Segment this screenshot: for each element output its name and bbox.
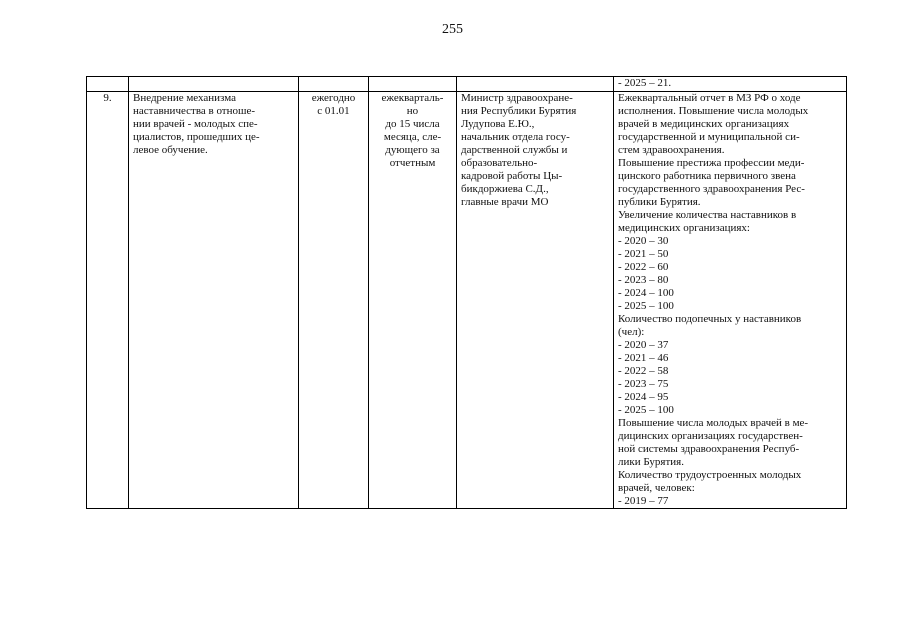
start-date-line: ежегодно (311, 92, 356, 104)
prev-measure-cell (129, 77, 299, 92)
deadline-cell (369, 92, 457, 509)
result-line: - 2024 – 95 (618, 391, 669, 403)
result-line: врачей, человек: (618, 482, 695, 494)
result-line: исполнения. Повышение числа молодых (618, 105, 809, 117)
responsible-line: главные врачи МО (461, 196, 549, 208)
responsible-line: Министр здравоохране- (461, 92, 573, 104)
prev-deadline-cell (369, 77, 457, 92)
result-line: Увеличение количества наставников в (618, 209, 797, 221)
prev-responsible-cell (457, 77, 614, 92)
deadline-line: дующего за (385, 144, 440, 156)
result-line: Количество трудоустроенных молодых (618, 469, 802, 481)
start-date-line: с 01.01 (317, 105, 350, 117)
table-row (87, 92, 847, 509)
measure-line: нии врачей - молодых спе- (133, 118, 258, 130)
measure-line: Внедрение механизма (133, 92, 237, 104)
measure-line: наставничества в отноше- (133, 105, 256, 117)
result-line: - 2025 – 100 (618, 404, 674, 416)
result-line: - 2019 – 77 (618, 495, 669, 507)
page-number: 255 (442, 22, 463, 37)
row-number-cell (87, 92, 129, 509)
start-date-cell (299, 92, 369, 509)
result-line: - 2020 – 30 (618, 235, 669, 247)
responsible-cell (457, 92, 614, 509)
deadline-line: отчетным (389, 157, 436, 169)
deadline-line: ежекварталь- (381, 92, 444, 104)
deadline-line: месяца, сле- (383, 131, 442, 143)
result-line: - 2021 – 46 (618, 352, 669, 364)
result-line: - 2025 – 100 (618, 300, 674, 312)
result-line: Количество подопечных у наставников (618, 313, 802, 325)
result-line: Повышение числа молодых врачей в ме- (618, 417, 809, 429)
result-line: - 2020 – 37 (618, 339, 669, 351)
result-line: дицинских организациях государствен- (618, 430, 803, 442)
result-line: - 2022 – 60 (618, 261, 669, 273)
prev-result-tail: - 2025 – 21. (618, 77, 672, 89)
result-line: лики Бурятия. (618, 456, 684, 468)
table-row-continued (87, 77, 847, 92)
responsible-line: Лудупова Е.Ю., (461, 118, 535, 130)
prev-result-cell (614, 77, 847, 92)
measure-line: левое обучение. (133, 144, 208, 156)
result-line: публики Бурятия. (618, 196, 701, 208)
measure-cell (129, 92, 299, 509)
deadline-line: до 15 числа (385, 118, 440, 130)
responsible-line: дарственной службы и (461, 144, 568, 156)
result-line: медицинских организациях: (618, 222, 750, 234)
measures-table (86, 76, 847, 509)
result-line: (чел): (618, 326, 645, 338)
result-line: Ежеквартальный отчет в МЗ РФ о ходе (618, 92, 801, 104)
responsible-line: кадровой работы Цы- (461, 170, 563, 182)
result-line: - 2021 – 50 (618, 248, 669, 260)
result-line: - 2023 – 80 (618, 274, 669, 286)
responsible-line: образовательно- (461, 157, 538, 169)
deadline-line: но (406, 105, 419, 117)
row-number: 9. (103, 92, 112, 104)
result-line: цинского работника первичного звена (618, 170, 796, 182)
result-line: - 2022 – 58 (618, 365, 669, 377)
result-line: государственной и муниципальной си- (618, 131, 800, 143)
measure-line: циалистов, прошедших це- (133, 131, 260, 143)
result-cell (614, 92, 847, 509)
result-line: Повышение престижа профессии меди- (618, 157, 805, 169)
responsible-line: бикдоржиева С.Д., (461, 183, 549, 195)
responsible-line: ния Республики Бурятия (461, 105, 577, 117)
prev-number-cell (87, 77, 129, 92)
responsible-line: начальник отдела госу- (461, 131, 570, 143)
result-line: - 2023 – 75 (618, 378, 669, 390)
result-line: - 2024 – 100 (618, 287, 674, 299)
result-line: ной системы здравоохранения Респуб- (618, 443, 800, 455)
result-line: стем здравоохранения. (618, 144, 725, 156)
prev-start-cell (299, 77, 369, 92)
result-line: государственного здравоохранения Рес- (618, 183, 805, 195)
result-line: врачей в медицинских организациях (618, 118, 790, 130)
